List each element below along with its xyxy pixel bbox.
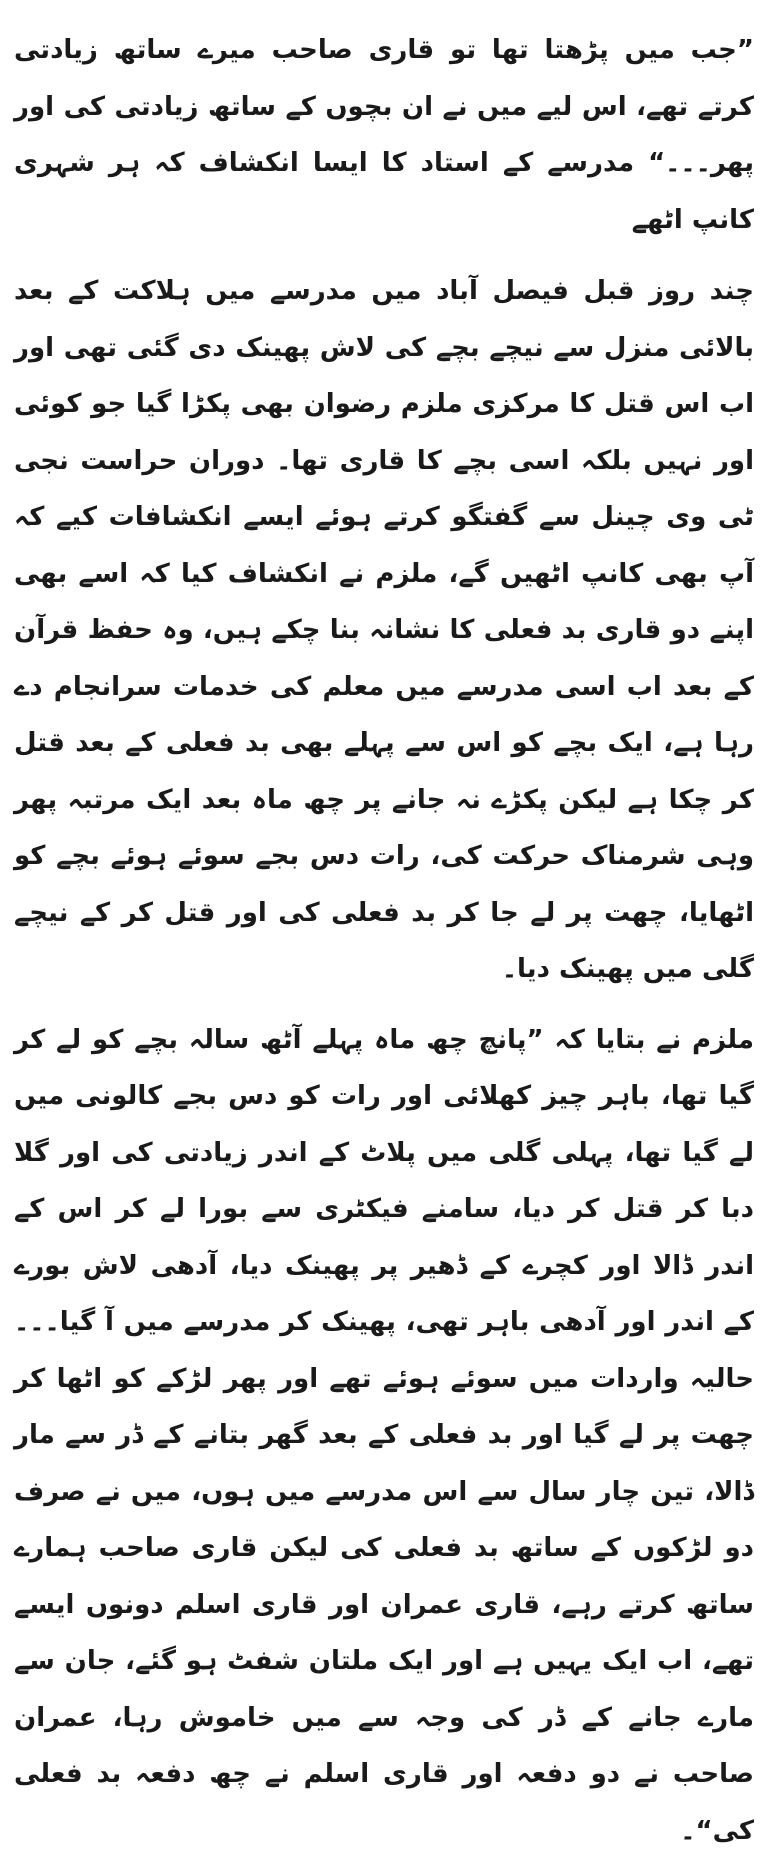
article-paragraph-1: چند روز قبل فیصل آباد میں مدرسے میں ہلاکت کے بعد بالائی منزل سے نیچے بچے کی لاش پھینک دی گئی تھی اور اب اس قتل کا مرکزی ملزم رضوان بھی پکڑا گیا جو کوئی اور نہیں بلکہ اسی بچے کا قاری تھا۔ دوران حراست نجی ٹی وی چینل سے گفتگو کرتے ہوئے ایسے انکشافات کیے کہ آپ بھی کانپ اٹھیں گے، ملزم نے انکشاف کیا کہ اسے بھی اپنے دو قاری بد فعلی کا نشانہ بنا چکے ہیں، وہ حفظ قرآن کے بعد اب اسی مدرسے میں معلم کی خدمات سرانجام دے رہا ہے، ایک بچے کو اس سے پہلے بھی بد فعلی کے بعد قتل کر چکا ہے لیکن پکڑے نہ جانے پر چھ ماہ بعد ایک مرتبہ پھر وہی شرمناک حرکت کی، رات دس بجے سوئے ہوئے بچے کو اٹھایا، چھت پر لے جا کر بد فعلی کی اور قتل کر کے نیچے گلی میں پھینک دیا۔ bbox=[14, 263, 754, 998]
article-headline: ”جب میں پڑھتا تھا تو قاری صاحب میرے ساتھ زیادتی کرتے تھے، اس لیے میں نے ان بچوں کے ساتھ زیادتی کی اور پھر۔۔۔“ مدرسے کے استاد کا ایسا انکشاف کہ ہر شہری کانپ اٹھے bbox=[14, 22, 754, 248]
article-paragraph-2: ملزم نے بتایا کہ ”پانچ چھ ماہ پہلے آٹھ سالہ بچے کو لے کر گیا تھا، باہر چیز کھلائی اور رات کو دس بجے کالونی میں لے گیا تھا، پہلی گلی میں پلاٹ کے اندر زیادتی کی اور گلا دبا کر قتل کر دیا، سامنے فیکٹری سے بورا لے کر اس کے اندر ڈالا اور کچرے کے ڈھیر پر پھینک دیا، آدھی لاش بورے کے اندر اور آدھی باہر تھی، پھینک کر مدرسے میں آ گیا۔۔۔ حالیہ واردات میں سوئے ہوئے تھے اور پھر لڑکے کو اٹھا کر چھت پر لے گیا اور بد فعلی کے بعد گھر بتانے کے ڈر سے مار ڈالا، تین چار سال سے اس مدرسے میں ہوں، میں نے صرف دو لڑکوں کے ساتھ بد فعلی کی لیکن قاری صاحب ہمارے ساتھ کرتے رہے، قاری عمران اور قاری اسلم دونوں ایسے تھے، اب ایک یہیں ہے اور ایک ملتان شفٹ ہو گئے، جان سے مارے جانے کے ڈر کی وجہ سے میں خاموش رہا، عمران صاحب نے دو دفعہ اور قاری اسلم نے چھ دفعہ بد فعلی کی“۔ bbox=[14, 1012, 754, 1859]
article-body bbox=[14, 22, 754, 1859]
